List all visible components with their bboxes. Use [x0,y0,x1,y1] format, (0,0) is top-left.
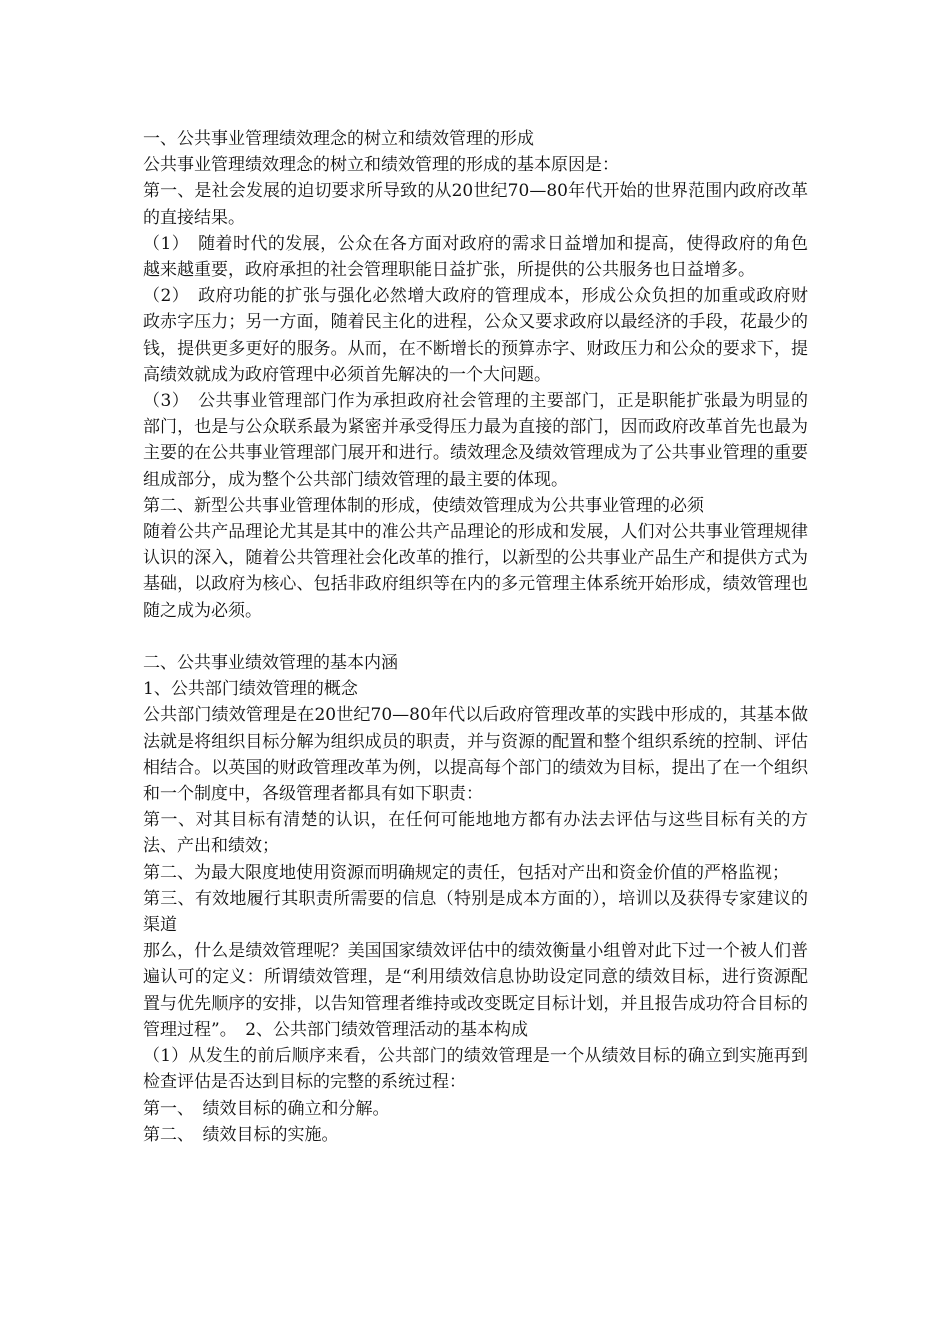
section-2-paragraph-duty-2: 第二、为最大限度地使用资源而明确规定的责任，包括对产出和资金价值的严格监视； [143,862,789,883]
section-1-paragraph-second-reason: 第二、新型公共事业管理体制的形成，使绩效管理成为公共事业管理的必须 [143,495,704,516]
section-2-paragraph-step-2: 第二、 绩效目标的实施。 [143,1124,339,1145]
section-1-paragraph-intro: 公共事业管理绩效理念的树立和绩效管理的形成的基本原因是： [143,155,619,176]
section-2-heading: 二、公共事业绩效管理的基本内涵 [143,653,398,674]
section-spacer [143,624,808,650]
section-2-paragraph-step-1: 第一、 绩效目标的确立和分解。 [143,1098,390,1119]
section-2-paragraph-concept: 公共部门绩效管理是在20世纪70—80年代以后政府管理改革的实践中形成的，其基本做法就是将组织目标分解为组织成员的职责，并与资源的配置和整个组织系统的控制、评估相结合。以英国的财政管理改革为例，以提高每个部门的绩效为目标，提出了在一个组织和一个制度中，各级管理者都具有如下职责： [143,705,808,805]
section-2-subheading-concept: 1、公共部门绩效管理的概念 [143,679,358,700]
section-1-paragraph-point-3: （3） 公共事业管理部门作为承担政府社会管理的主要部门，正是职能扩张最为明显的部门，也是与公众联系最为紧密并承受得压力最为直接的部门，因而政府改革首先也最为主要的在公共事业管理部门展开和进行。绩效理念及绩效管理成为了公共事业管理的重要组成部分，成为整个公共部门绩效管理的最主要的体现。 [143,391,808,490]
section-1-paragraph-point-1: （1） 随着时代的发展，公众在各方面对政府的需求日益增加和提高，使得政府的角色越来越重要，政府承担的社会管理职能日益扩张，所提供的公共服务也日益增多。 [143,233,808,281]
section-1-paragraph-first-reason: 第一、是社会发展的迫切要求所导致的从20世纪70—80年代开始的世界范围内政府改革的直接结果。 [143,181,808,228]
section-2-paragraph-duty-1: 第一、对其目标有清楚的认识，在任何可能地地方都有办法去评估与这些目标有关的方法、产出和绩效； [143,810,808,857]
section-2-paragraph-definition: 那么，什么是绩效管理呢？美国国家绩效评估中的绩效衡量小组曾对此下过一个被人们普遍认可的定义：所谓绩效管理，是“利用绩效信息协助设定同意的绩效目标，进行资源配置与优先顺序的安排，以告知管理者维持或改变既定目标计划，并且报告成功符合目标的管理过程”。 2、公共部门绩效管理活动的基本构成 [143,941,808,1040]
document-page [143,126,808,1148]
section-1-paragraph-point-2: （2） 政府功能的扩张与强化必然增大政府的管理成本，形成公众负担的加重或政府财政赤字压力；另一方面，随着民主化的进程，公众又要求政府以最经济的手段，花最少的钱，提供更多更好的服务。从而，在不断增长的预算赤字、财政压力和公众的要求下，提高绩效就成为政府管理中必须首先解决的一个大问题。 [143,286,808,385]
section-2-paragraph-duty-3: 第三、有效地履行其职责所需要的信息（特别是成本方面的），培训以及获得专家建议的渠道 [143,888,808,936]
section-1-heading: 一、公共事业管理绩效理念的树立和绩效管理的形成 [143,129,534,149]
section-1-paragraph-second-detail: 随着公共产品理论尤其是其中的准公共产品理论的形成和发展，人们对公共事业管理规律认识的深入，随着公共管理社会化改革的推行，以新型的公共事业产品生产和提供方式为基础，以政府为核心、包括非政府组织等在内的多元管理主体系统开始形成，绩效管理也随之成为必须。 [143,522,808,621]
section-2-paragraph-process: （1）从发生的前后顺序来看，公共部门的绩效管理是一个从绩效目标的确立到实施再到检查评估是否达到目标的完整的系统过程： [143,1046,808,1093]
